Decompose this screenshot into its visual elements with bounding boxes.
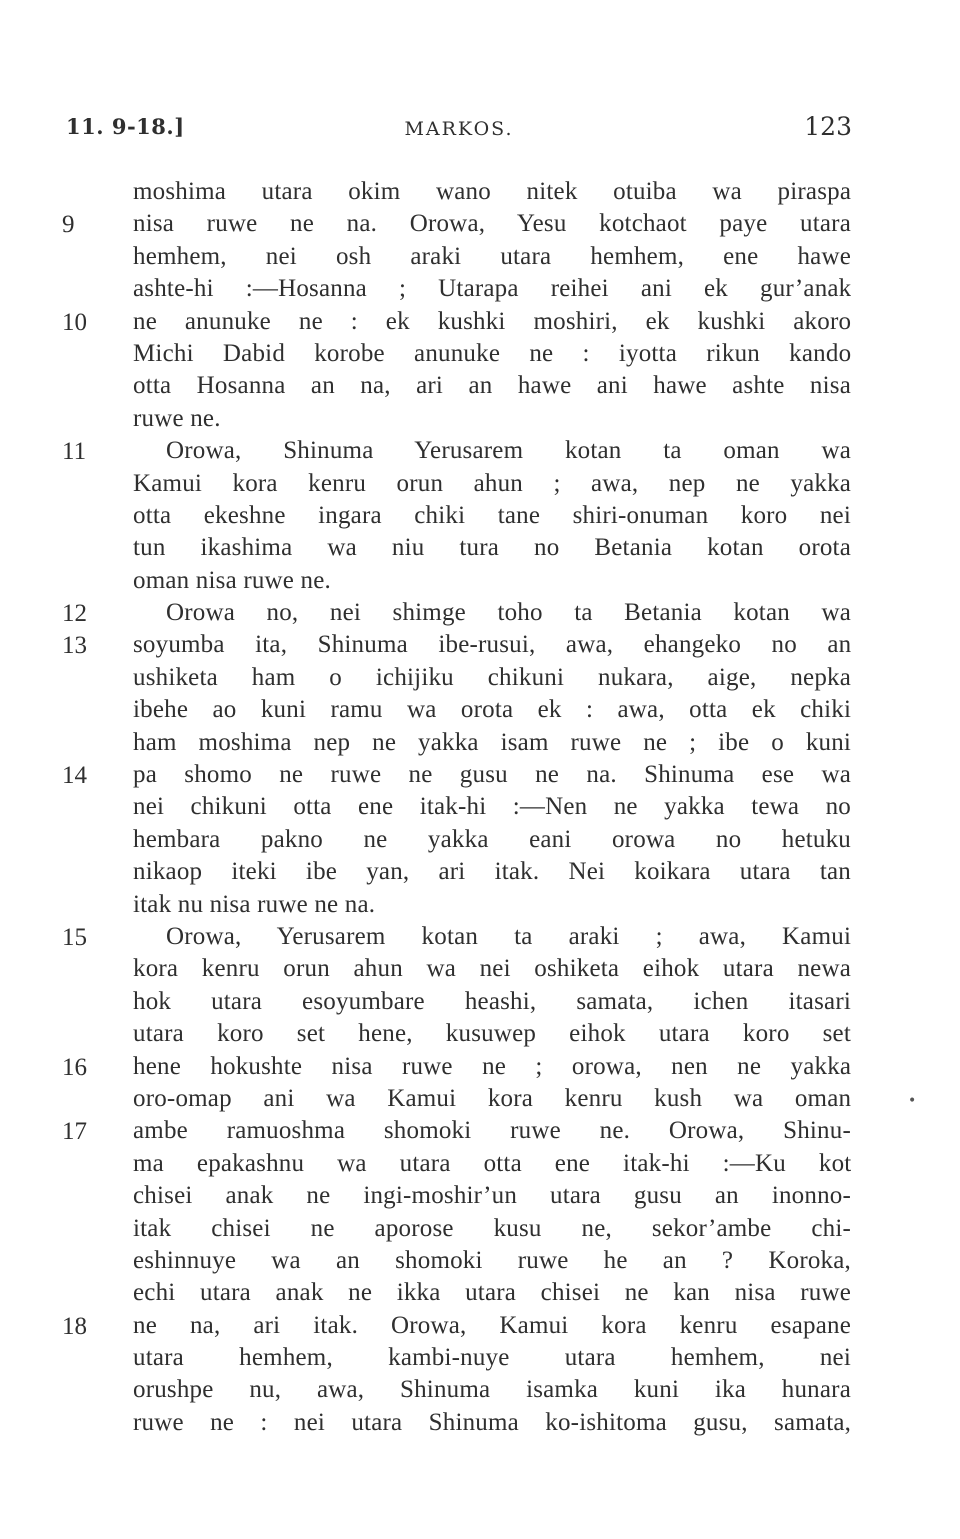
text-line [0, 1342, 960, 1374]
line-text: ruwe ne. [133, 404, 221, 432]
text-line [0, 435, 960, 467]
text-line [0, 921, 960, 953]
text-line [0, 856, 960, 888]
text-line [0, 468, 960, 500]
line-text: ne anunuke ne : ek kushki moshiri, ek kushki akoro [133, 307, 851, 335]
line-text: hok utara esoyumbare heashi, samata, ichen itasari [133, 987, 851, 1015]
text-line [0, 953, 960, 985]
text-line [0, 176, 960, 208]
line-text: nei chikuni otta ene itak-hi :—Nen ne yakka tewa no [133, 793, 851, 821]
running-title: MARKOS. [404, 118, 514, 140]
text-line [0, 1115, 960, 1147]
verse-number: 16 [62, 1053, 87, 1081]
text-line [0, 629, 960, 661]
verse-number: 12 [62, 600, 87, 628]
text-line [0, 1083, 960, 1115]
line-text: hene hokushte nisa ruwe ne ; orowa, nen ne yakka [133, 1052, 851, 1080]
line-text: pa shomo ne ruwe ne gusu ne na. Shinuma ese wa [133, 761, 851, 789]
text-line [0, 1277, 960, 1309]
line-text: ushiketa ham o ichijiku chikuni nukara, aige, nepka [133, 663, 851, 691]
line-text: echi utara anak ne ikka utara chisei ne kan nisa ruwe [133, 1279, 851, 1307]
line-text: hembara pakno ne yakka eani orowa no hetuku [133, 825, 851, 853]
text-line [0, 208, 960, 240]
line-text: Orowa, Shinuma Yerusarem kotan ta oman wa [166, 437, 851, 465]
line-text: Kamui kora kenru orun ahun ; awa, nep ne yakka [133, 469, 851, 497]
line-text: tun ikashima wa niu tura no Betania kotan orota [133, 534, 851, 562]
line-text: otta ekeshne ingara chiki tane shiri-onuman koro nei [133, 501, 851, 529]
line-text: itak chisei ne aporose kusu ne, sekor’ambe chi- [133, 1214, 851, 1242]
line-text: utara koro set hene, kusuwep eihok utara koro set [133, 1020, 851, 1048]
text-line [0, 532, 960, 564]
line-text: otta Hosanna an na, ari an hawe ani hawe ashte nisa [133, 372, 851, 400]
text-line [0, 1148, 960, 1180]
text-line [0, 338, 960, 370]
text-line [0, 273, 960, 305]
text-line [0, 986, 960, 1018]
text-line [0, 241, 960, 273]
line-text: oman nisa ruwe ne. [133, 566, 331, 594]
text-line [0, 1245, 960, 1277]
text-line [0, 370, 960, 402]
line-text: Orowa, Yerusarem kotan ta araki ; awa, Kamui [166, 922, 851, 950]
text-line [0, 759, 960, 791]
line-text: moshima utara okim wano nitek otuiba wa piraspa [133, 178, 851, 205]
text-line [0, 1374, 960, 1406]
text-line [0, 1051, 960, 1083]
text-line [0, 1407, 960, 1439]
line-text: hemhem, nei osh araki utara hemhem, ene hawe [133, 242, 851, 270]
text-line [0, 1018, 960, 1050]
verse-number: 9 [62, 211, 75, 239]
text-line [0, 791, 960, 823]
verse-number: 14 [62, 762, 87, 790]
line-text: ashte-hi :—Hosanna ; Utarapa reihei ani ek gur’anak [133, 275, 851, 303]
verse-number: 13 [62, 632, 87, 660]
line-text: itak nu nisa ruwe ne na. [133, 890, 376, 918]
line-text: ne na, ari itak. Orowa, Kamui kora kenru esapane [133, 1311, 851, 1339]
verse-number: 15 [62, 923, 87, 951]
verse-number: 18 [62, 1312, 87, 1340]
line-text: chisei anak ne ingi-moshir’un utara gusu an inonno- [133, 1182, 851, 1210]
text-line [0, 889, 960, 921]
text-line [0, 403, 960, 435]
line-text: soyumba ita, Shinuma ibe-rusui, awa, ehangeko no an [133, 631, 851, 659]
line-text: nisa ruwe ne na. Orowa, Yesu kotchaot paye utara [133, 210, 851, 238]
body-text [0, 176, 960, 1439]
text-line [0, 694, 960, 726]
line-text: ruwe ne : nei utara Shinuma ko-ishitoma gusu, samata, [133, 1408, 851, 1436]
line-text: ambe ramuoshma shomoki ruwe ne. Orowa, Shinu- [133, 1117, 851, 1145]
text-line [0, 597, 960, 629]
line-text: ibehe ao kuni ramu wa orota ek : awa, otta ek chiki [133, 696, 851, 724]
margin-speck: • [908, 1093, 917, 1109]
text-line [0, 824, 960, 856]
text-line [0, 1180, 960, 1212]
page-number: 123 [804, 112, 852, 141]
verse-number: 11 [62, 438, 87, 466]
verse-number: 10 [62, 308, 87, 336]
text-line [0, 727, 960, 759]
line-text: orushpe nu, awa, Shinuma isamka kuni ika hunara [133, 1376, 851, 1404]
line-text: oro-omap ani wa Kamui kora kenru kush wa oman [133, 1084, 851, 1112]
text-line [0, 306, 960, 338]
verse-number: 17 [62, 1118, 87, 1146]
running-header [66, 110, 852, 146]
chapter-reference: 11. 9-18.] [66, 114, 185, 139]
line-text: eshinnuye wa an shomoki ruwe he an ? Koroka, [133, 1246, 851, 1274]
text-line [0, 1310, 960, 1342]
line-text: utara hemhem, kambi-nuye utara hemhem, nei [133, 1344, 851, 1372]
line-text: Orowa no, nei shimge toho ta Betania kotan wa [166, 599, 851, 627]
text-line [0, 500, 960, 532]
text-line [0, 662, 960, 694]
line-text: kora kenru orun ahun wa nei oshiketa eihok utara newa [133, 955, 851, 983]
text-line [0, 565, 960, 597]
line-text: nikaop iteki ibe yan, ari itak. Nei koikara utara tan [133, 858, 851, 886]
line-text: Michi Dabid korobe anunuke ne : iyotta rikun kando [133, 339, 851, 367]
line-text: ma epakashnu wa utara otta ene itak-hi :—Ku kot [133, 1149, 851, 1177]
text-line [0, 1213, 960, 1245]
line-text: ham moshima nep ne yakka isam ruwe ne ; ibe o kuni [133, 728, 851, 756]
